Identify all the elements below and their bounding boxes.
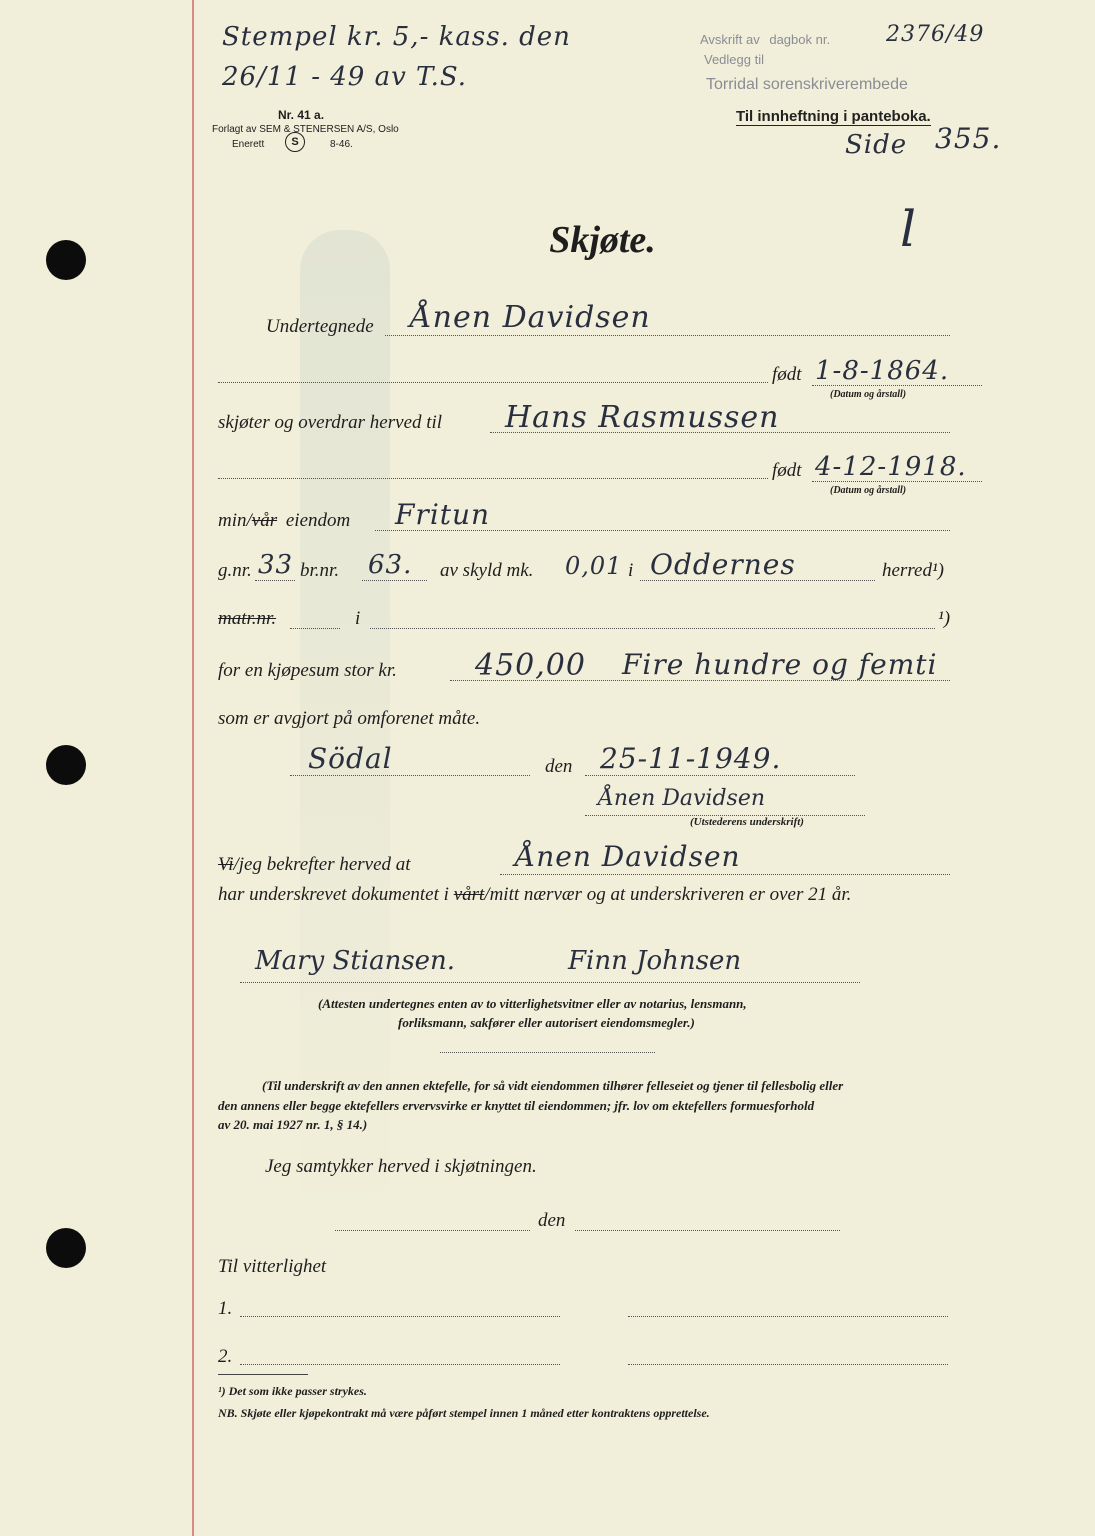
- confirm-jeg: /jeg bekrefter herved at: [233, 854, 411, 875]
- publisher-line: Forlagt av SEM & STENERSEN A/S, Oslo: [212, 124, 399, 135]
- consent-date-line: [575, 1230, 840, 1231]
- price-value: 450,00: [475, 648, 586, 683]
- skyld-value: 0,01: [565, 552, 623, 580]
- eiendom-word: eiendom: [285, 510, 351, 531]
- witness-1-signature: Mary Stiansen.: [255, 946, 456, 976]
- matr-label: matr.nr.: [218, 608, 277, 629]
- spouse-note-3: av 20. mai 1927 nr. 1, § 14.): [218, 1117, 368, 1132]
- signed-text-pre: har underskrevet dokumentet i: [218, 884, 449, 905]
- stamp-line1: [700, 32, 830, 47]
- attest-note-2: forliksmann, sakfører eller autorisert eiendomsmegler.): [398, 1015, 695, 1030]
- skyld-label: av skyld mk.: [440, 560, 534, 581]
- seller-birth-leader: [218, 382, 768, 383]
- journal-number: 2376/49: [886, 22, 985, 47]
- stamp-line4: Til innheftning i panteboka.: [736, 108, 931, 125]
- witness-line-2a: [240, 1364, 560, 1365]
- place-line: [290, 775, 530, 776]
- stamp-line3: Torridal sorenskriverembede: [706, 76, 908, 93]
- matr-herred-line: [370, 628, 935, 629]
- spouse-note-1: (Til underskrift av den annen ektefelle, for så vidt eiendommen tilhører felleseiet og tjener til fellesbolig eller: [262, 1078, 844, 1093]
- settled-text: som er avgjort på omforenet måte.: [218, 708, 481, 729]
- herred-label: herred¹): [882, 560, 944, 581]
- skyld-i: i: [628, 560, 634, 581]
- property-name: Fritun: [395, 498, 491, 531]
- footnote-rule: [218, 1374, 308, 1375]
- gnr-value: 33: [258, 550, 294, 580]
- document-title: Skjøte.: [549, 219, 656, 261]
- gnr-label: g.nr.: [218, 560, 252, 581]
- matr-footnote-ref: ¹): [938, 608, 951, 629]
- eiendom-min: min/: [218, 510, 252, 531]
- form-number: Nr. 41 a.: [278, 108, 325, 122]
- eiendom-label: [218, 510, 350, 532]
- buyer-birth: 4-12-1918.: [815, 452, 967, 482]
- page-number: 355.: [935, 122, 1002, 155]
- seller-name: Ånen Davidsen: [410, 300, 651, 335]
- section-divider: [440, 1052, 655, 1053]
- herred-name: Oddernes: [650, 548, 796, 581]
- publisher-enerett: Enerett: [232, 139, 265, 150]
- signature-hint: (Utstederens underskrift): [690, 816, 804, 828]
- buyer-name: Hans Rasmussen: [505, 400, 780, 435]
- consent-text: Jeg samtykker herved i skjøtningen.: [265, 1156, 537, 1177]
- publisher-date: 8-46.: [330, 139, 353, 150]
- stamp-dagbok: dagbok nr.: [769, 32, 831, 47]
- seller-line: [385, 335, 950, 336]
- footnote-1: ¹) Det som ikke passer strykes.: [218, 1384, 367, 1398]
- witness-line-1-label: 1.: [218, 1298, 233, 1319]
- transfer-label: skjøter og overdrar herved til: [218, 412, 443, 433]
- seller-birth-line: [812, 385, 982, 386]
- matr-i: i: [355, 608, 361, 629]
- buyer-datum-hint: (Datum og årstall): [830, 485, 907, 496]
- signed-text: [218, 884, 851, 906]
- place: Södal: [308, 742, 393, 775]
- vitterlighet-label: Til vitterlighet: [218, 1256, 327, 1277]
- witness-line-2b: [628, 1364, 948, 1365]
- buyer-birth-line: [812, 481, 982, 482]
- page-mark: l: [900, 200, 917, 258]
- confirm-vi-struck: Vi: [218, 854, 234, 875]
- brnr-label: br.nr.: [300, 560, 340, 581]
- buyer-birth-leader: [218, 478, 768, 479]
- punch-hole-bottom: [46, 1228, 86, 1268]
- matr-line: [290, 628, 340, 629]
- brnr-line: [362, 580, 427, 581]
- confirm-name-line: [500, 874, 950, 875]
- date: 25-11-1949.: [600, 742, 782, 775]
- herred-line: [640, 580, 875, 581]
- gnr-line: [255, 580, 295, 581]
- attest-note-1: (Attesten undertegnes enten av to vitterlighetsvitner eller av notarius, lensmann,: [318, 996, 747, 1011]
- punch-hole-middle: [46, 745, 86, 785]
- witness-sig-line: [240, 982, 860, 983]
- date-line: [585, 775, 855, 776]
- date-den-label: den: [545, 756, 573, 777]
- footnote-2: NB. Skjøte eller kjøpekontrakt må være påført stempel innen 1 måned etter kontraktens opprettelse.: [218, 1406, 710, 1420]
- seller-fodt-label: født: [772, 364, 802, 385]
- undertegnede-label: Undertegnede: [266, 316, 374, 337]
- page-label: Side: [845, 130, 908, 160]
- signed-text-vart-struck: vårt: [453, 884, 485, 905]
- price-label: for en kjøpesum stor kr.: [218, 660, 397, 681]
- seller-signature: Ånen Davidsen: [598, 786, 766, 811]
- witness-line-1a: [240, 1316, 560, 1317]
- witness-2-signature: Finn Johnsen: [568, 946, 742, 976]
- witness-line-2-label: 2.: [218, 1346, 233, 1367]
- eiendom-var-struck: vår: [251, 510, 278, 531]
- brnr-value: 63.: [368, 550, 413, 580]
- confirm-text: [218, 854, 411, 876]
- stamp-avskrift: Avskrift av: [700, 32, 760, 47]
- buyer-fodt-label: født: [772, 460, 802, 481]
- consent-den: den: [538, 1210, 566, 1231]
- stamp-fee-note-line2: 26/11 - 49 av T.S.: [222, 62, 467, 92]
- confirm-name: Ånen Davidsen: [515, 840, 741, 873]
- seller-birth: 1-8-1864.: [815, 356, 950, 386]
- consent-place-line: [335, 1230, 530, 1231]
- stamp-line2: Vedlegg til: [704, 52, 764, 67]
- seller-datum-hint: (Datum og årstall): [830, 389, 907, 400]
- stamp-fee-note-line1: Stempel kr. 5,- kass. den: [222, 22, 571, 52]
- spouse-note-2: den annens eller begge ektefellers ervervsvirke er knyttet til eiendommen; jfr. lov om ektefellers formuesforhold: [218, 1098, 815, 1113]
- price-words: Fire hundre og femti: [622, 648, 938, 681]
- publisher-logo-icon: S: [285, 132, 305, 152]
- registry-stamp: [700, 22, 1030, 130]
- witness-line-1b: [628, 1316, 948, 1317]
- signed-text-post: /mitt nærvær og at underskriveren er over 21 år.: [484, 884, 852, 905]
